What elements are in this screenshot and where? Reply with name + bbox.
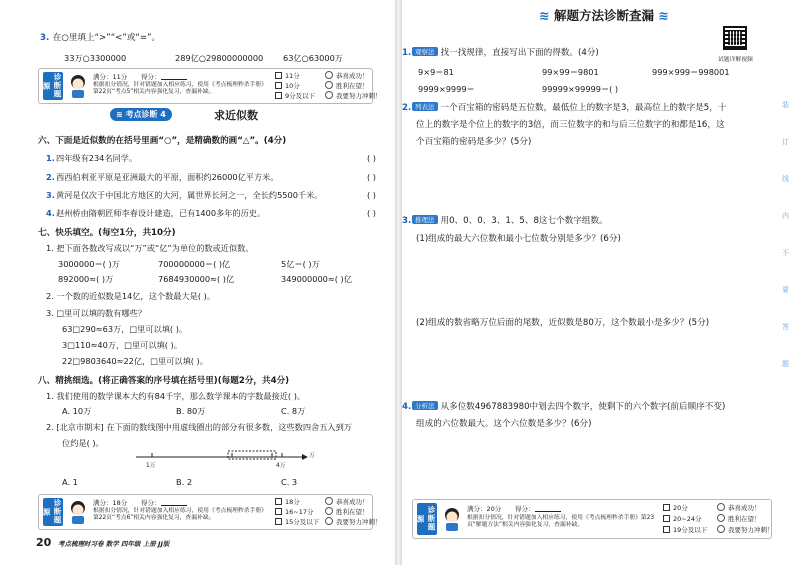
right-q2: 2. 列表法 一个百宝箱的密码是五位数，最低位上的数字是3，最高位上的数字是5，十 bbox=[402, 103, 727, 113]
binding-edge-marks: 装 订 线 内 不 要 答 题 bbox=[782, 101, 789, 368]
right-q3-b: (2)组成的数省略万位后面的尾数，近似数是80万，这个数最小是多少？(5分) bbox=[416, 318, 710, 328]
seven-q2: 2. 一个数的近似数是14亿，这个数最大是( )。 bbox=[46, 291, 216, 301]
score-blank[interactable] bbox=[535, 504, 561, 512]
right-section-title: ≋ 解题方法诊断查漏 ≋ bbox=[539, 8, 669, 23]
smile-icon bbox=[325, 71, 333, 79]
fist-icon bbox=[325, 91, 333, 99]
right-q3: 3. 推理法 用0、0、0、3、1、5、8这七个数字组数。 bbox=[402, 216, 608, 226]
diag-note-1: 恭喜成功！ bbox=[325, 497, 369, 506]
q1-r1-c: 999×999＝998001 bbox=[652, 67, 730, 77]
method-tag: 推理法 bbox=[412, 215, 438, 224]
q3-item-2: 289亿○29800000000 bbox=[175, 53, 264, 63]
seven-q3a: 63□290≈63万，□里可以填( )。 bbox=[62, 324, 188, 334]
footer-text: 考点梳理时习卷 数学 四年级 上册 JJ版 bbox=[58, 540, 170, 548]
q1-r2-a: 9999×9999＝ bbox=[418, 84, 475, 94]
score-label: 满分：20分 bbox=[467, 505, 502, 513]
wave-icon: ≋ bbox=[539, 8, 554, 23]
q3-fill-symbols: 3. 在○里填上“>”“<”或“=”。 bbox=[40, 33, 161, 43]
score-checkbox[interactable] bbox=[275, 72, 282, 79]
part-six-title: 六、下面是近似数的在括号里画“○”，是精确数的画“△”。(4分) bbox=[38, 136, 287, 146]
diag-row-2: 20~24分 bbox=[663, 514, 702, 523]
student-avatar-icon bbox=[67, 499, 89, 525]
thumb-icon bbox=[325, 507, 333, 515]
eight-q1: 1. 我们使用的数学课本大约有84千字，那么数学课本的字数最接近( )。 bbox=[46, 391, 306, 401]
q1-r2-b: 99999×99999＝( ) bbox=[542, 84, 619, 94]
q1-r1-b: 99×99＝9801 bbox=[542, 67, 599, 77]
q3-item-1: 33万○3300000 bbox=[64, 53, 127, 63]
section-title: 求近似数 bbox=[214, 109, 258, 122]
diag-note-3: 我要努力冲刺！ bbox=[325, 91, 382, 100]
right-q1: 1. 观察法 找一找规律，直接写出下面的得数。(4分) bbox=[402, 48, 599, 58]
seven-r2-b: 7684930000≈( )亿 bbox=[158, 274, 235, 284]
score-checkbox[interactable] bbox=[275, 498, 282, 505]
axis-tick-4: 4万 bbox=[276, 463, 286, 469]
seven-r1-b: 700000000＝( )亿 bbox=[158, 259, 231, 269]
student-avatar-icon bbox=[67, 73, 89, 99]
section-pill: ≋ 考点诊断 4 bbox=[110, 108, 172, 121]
diag-row-1: 11分 bbox=[275, 71, 300, 80]
score-label: 满分：18分 bbox=[93, 499, 128, 507]
get-score-label: 得分： bbox=[141, 72, 187, 81]
six-item-3: 3.黄河是仅次于中国北方地区的大河，属世界长河之一，全长约5500千米。 ( ) bbox=[46, 190, 376, 200]
number-line bbox=[132, 445, 322, 475]
diag-note-2: 胜利在望！ bbox=[325, 507, 369, 516]
axis-unit-label: 万 bbox=[309, 453, 315, 459]
six-item-4: 4.赵州桥由隋朝匠师李春设计建造，已有1400多年的历史。 ( ) bbox=[46, 208, 376, 218]
diag-row-2: 16~17分 bbox=[275, 507, 314, 516]
eight-q2-b: 位约是( )。 bbox=[62, 438, 104, 448]
diagnosis-box-1 bbox=[38, 68, 382, 104]
score-blank[interactable] bbox=[161, 498, 187, 506]
score-checkbox[interactable] bbox=[275, 92, 282, 99]
diagnosis-desc: 根据扣分情况，针对错题加入相应练习，使用《考点梳理秒杀手册》第22页“考点5”相关内容强化复习，查漏补缺。 bbox=[93, 82, 267, 96]
seven-r1-a: 3000000＝( )万 bbox=[58, 259, 120, 269]
right-q2-line2: 位上的数字是个位上的数字的3倍，而三位数字的和与后三位数字的和都是16，这 bbox=[416, 120, 725, 130]
diag-note-1: 恭喜成功！ bbox=[717, 503, 761, 512]
right-q3-a: (1)组成的最大六位数和最小七位数分别是多少？(6分) bbox=[416, 234, 621, 244]
page-number: 20 bbox=[36, 536, 52, 549]
fist-icon bbox=[325, 517, 333, 525]
seven-q3c: 22□9803640≈22亿，□里可以填( )。 bbox=[62, 356, 208, 366]
diag-row-1: 20分 bbox=[663, 503, 688, 512]
diag-note-3: 我要努力冲刺！ bbox=[717, 525, 774, 534]
score-checkbox[interactable] bbox=[275, 82, 282, 89]
q3-item-3: 63亿○63000万 bbox=[283, 53, 343, 63]
part-eight-title: 八、精挑细选。(将正确答案的序号填在括号里)(每题2分，共4分) bbox=[38, 376, 290, 386]
qr-label: 试题详解视频 bbox=[718, 57, 753, 63]
student-avatar-icon bbox=[441, 506, 463, 532]
eight-q2: 2. [北京市期末] 在下面的数线图中用虚线圈出的部分有很多数，这些数四舍五入到万 bbox=[46, 422, 352, 432]
eight-q1-opt-b[interactable]: B. 80万 bbox=[176, 406, 206, 416]
diagnosis-box-3 bbox=[412, 499, 772, 539]
seven-q3b: 3□110≈40万，□里可以填( )。 bbox=[62, 340, 182, 350]
book-spine bbox=[395, 0, 402, 565]
six-item-1: 1.四年级有234名同学。 ( ) bbox=[46, 153, 376, 163]
seven-r2-c: 349000000≈( )亿 bbox=[281, 274, 352, 284]
diagnosis-badge: 诊断题源 bbox=[42, 499, 62, 525]
diag-row-2: 10分 bbox=[275, 81, 300, 90]
eight-q1-opt-a[interactable]: A. 10万 bbox=[62, 406, 92, 416]
score-checkbox[interactable] bbox=[663, 504, 670, 511]
score-checkbox[interactable] bbox=[663, 515, 670, 522]
seven-q1: 1. 把下面各数改写成以“万”或“亿”为单位的数或近似数。 bbox=[46, 243, 254, 253]
diag-row-3: 19分及以下 bbox=[663, 525, 707, 534]
score-label: 满分：11分 bbox=[93, 73, 128, 81]
qr-code-icon[interactable] bbox=[723, 26, 747, 50]
method-tag: 分析法 bbox=[412, 401, 438, 410]
diagnosis-badge: 诊断题源 bbox=[417, 503, 437, 535]
smile-icon bbox=[325, 497, 333, 505]
diagnosis-badge: 诊断题源 bbox=[42, 73, 62, 99]
wave-icon: ≋ bbox=[654, 8, 669, 23]
eight-q1-opt-c[interactable]: C. 8万 bbox=[281, 406, 306, 416]
diag-row-1: 18分 bbox=[275, 497, 300, 506]
diag-note-2: 胜利在望！ bbox=[717, 514, 761, 523]
score-checkbox[interactable] bbox=[275, 508, 282, 515]
q1-r1-a: 9×9＝81 bbox=[418, 67, 454, 77]
method-tag: 列表法 bbox=[412, 102, 438, 111]
diag-note-1: 恭喜成功！ bbox=[325, 71, 369, 80]
method-tag: 观察法 bbox=[412, 47, 438, 56]
eight-q2-opt-c[interactable]: C. 3 bbox=[281, 477, 298, 487]
score-checkbox[interactable] bbox=[663, 526, 670, 533]
score-blank[interactable] bbox=[161, 72, 187, 80]
diag-row-3: 15分及以下 bbox=[275, 517, 319, 526]
axis-tick-1: 1万 bbox=[146, 463, 156, 469]
right-q4-line2: 组成的六位数最大。这个六位数是多少？(6分) bbox=[416, 419, 592, 429]
right-q2-line3: 个百宝箱的密码是多少？(5分) bbox=[416, 137, 532, 147]
diagnosis-desc: 根据扣分情况，针对错题加入相应练习，使用《考点梳理秒杀手册》第23页“解题方法”相关内容强化复习，查漏补缺。 bbox=[467, 515, 655, 529]
section-header-4 bbox=[110, 107, 350, 123]
diag-note-2: 胜利在望！ bbox=[325, 81, 369, 90]
get-score-label: 得分： bbox=[141, 498, 187, 507]
part-seven-title: 七、快乐填空。(每空1分，共10分) bbox=[38, 228, 176, 238]
six-item-2: 2.西西伯利亚平原是亚洲最大的平原，面积约26000亿平方米。 ( ) bbox=[46, 172, 376, 182]
diagnosis-desc: 根据扣分情况，针对错题加入相应练习，使用《考点梳理秒杀手册》第22页“考点6”相关内容强化复习，查漏补缺。 bbox=[93, 508, 267, 522]
seven-r2-a: 892000≈( )万 bbox=[58, 274, 114, 284]
diagnosis-box-2 bbox=[38, 494, 382, 530]
eight-q2-opt-b[interactable]: B. 2 bbox=[176, 477, 193, 487]
smile-icon bbox=[717, 503, 725, 511]
thumb-icon bbox=[717, 514, 725, 522]
get-score-label: 得分： bbox=[515, 504, 561, 513]
eight-q2-opt-a[interactable]: A. 1 bbox=[62, 477, 78, 487]
thumb-icon bbox=[325, 81, 333, 89]
fist-icon bbox=[717, 525, 725, 533]
diag-row-3: 9分及以下 bbox=[275, 91, 315, 100]
right-q4: 4. 分析法 从多位数4967883980中划去四个数字，使剩下的六个数字(前后顺序不变) bbox=[402, 402, 726, 412]
right-page bbox=[402, 0, 800, 565]
seven-r1-c: 5亿＝( )万 bbox=[281, 259, 320, 269]
seven-q3: 3. □里可以填的数有哪些？ bbox=[46, 308, 147, 318]
score-checkbox[interactable] bbox=[275, 518, 282, 525]
diag-note-3: 我要努力冲刺！ bbox=[325, 517, 382, 526]
left-page bbox=[0, 0, 395, 565]
